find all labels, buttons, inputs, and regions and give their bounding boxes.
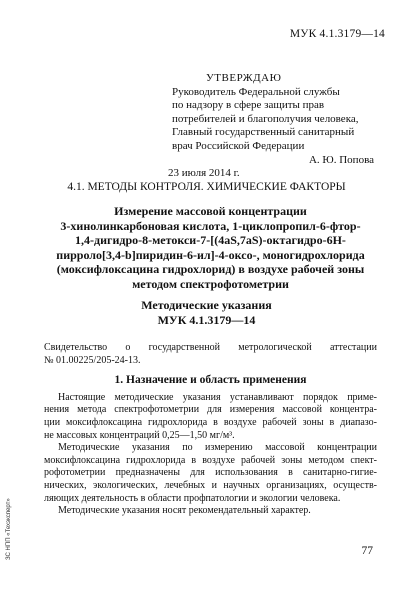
certificate-paragraph [44,342,377,367]
text-line: нения метода спектрофотометрии для измерения массовой концентра- [44,404,377,416]
title-line: 1,4-дигидро-8-метокси-7-[(4aS,7aS)-октагидро-6Н- [75,233,346,248]
title-line: методом спектрофотометрии [132,276,289,291]
text-line: Настоящие методические указания устанавливают порядок приме- [58,391,377,403]
title-line: 3-хинолинкарбоновая кислота, 1-циклопропил-6-фтор- [60,218,361,233]
guidelines-block [0,298,413,327]
text-line: Методические указания носят рекомендательный характер. [58,505,311,517]
document-title [28,204,393,292]
title-line: (моксифлоксацина гидрохлорид) в воздухе рабочей зоны [56,262,365,277]
text-line: нических, экологических, лечебных и научных организациях, осуществ- [44,479,377,491]
guidelines-label: Методические указания [141,298,272,312]
text-line: ляющих деятельность в области профпатологии и экологии человека. [44,492,341,504]
approval-line: врач Российской Федерации [172,139,305,152]
approval-date: 23 июля 2014 г. [168,167,240,180]
text-line: № 01.00225/205-24-13. [44,354,141,366]
document-code: МУК 4.1.3179—14 [289,28,385,40]
body-text [44,342,377,518]
approval-heading: УТВЕРЖДАЮ [206,72,282,84]
paragraph-recommendation [44,505,377,518]
approval-line: потребителей и благополучия человека, [172,112,359,125]
side-watermark: ЗС НПП «Техэксперт» [6,498,12,560]
text-line: Методические указания по измерению массовой концентрации [58,442,377,454]
text-line: ции моксифлоксацина гидрохлорида в воздухе рабочей зоны в диапазо- [44,416,377,428]
title-line: Измерение массовой концентрации [114,204,307,218]
paragraph-purpose [44,392,377,442]
section-heading: 4.1. МЕТОДЫ КОНТРОЛЯ. ХИМИЧЕСКИЕ ФАКТОРЫ [67,181,346,193]
title-line: пирроло[3,4-b]пиридин-6-ил]-4-оксо-, моногидрохлорида [56,247,365,262]
text-line: Свидетельство о государственной метрологической аттестации [44,342,377,353]
paragraph-scope [44,442,377,505]
page-number: 77 [361,545,373,557]
text-line: не массовых концентраций 0,25—1,50 мг/м³. [44,429,235,441]
approval-block [168,72,382,181]
text-line: рофотометрии предназначены для использования в санитарно-гигие- [44,467,377,479]
signatory-name: А. Ю. Попова [308,153,374,166]
approval-line: Руководитель Федеральной службы [172,85,340,98]
approval-line: Главный государственный санитарный [172,126,355,139]
section1-heading: 1. Назначение и область применения [114,374,307,387]
approval-line: по надзору в сфере защиты прав [172,99,325,112]
text-line: моксифлоксацина гидрохлорида в воздухе рабочей зоны методом спект- [44,454,377,466]
guidelines-code: МУК 4.1.3179—14 [157,312,256,327]
